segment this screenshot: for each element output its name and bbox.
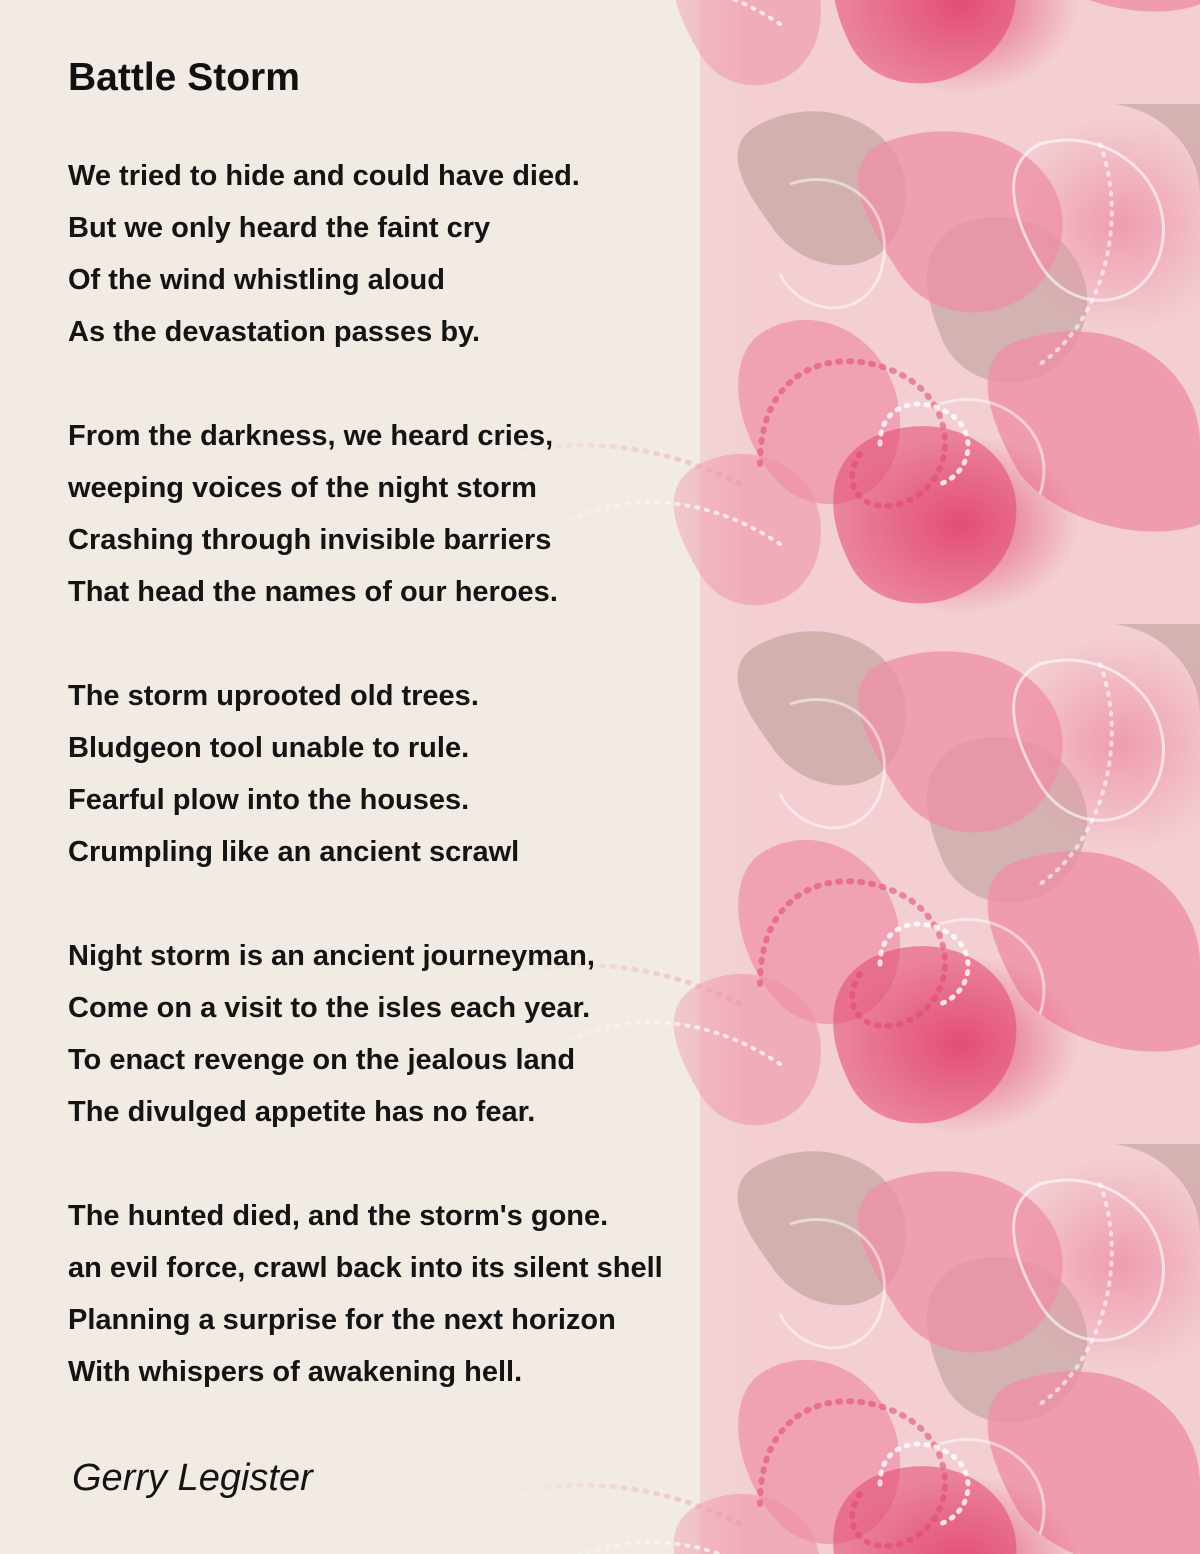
poem-line: Come on a visit to the isles each year. [68, 992, 591, 1024]
poem-line: The divulged appetite has no fear. [68, 1096, 536, 1128]
poem-line: Crashing through invisible barriers [68, 524, 552, 556]
poem-line: The hunted died, and the storm's gone. [68, 1200, 609, 1232]
stanza [68, 930, 595, 1138]
poem-line: From the darkness, we heard cries, [68, 420, 554, 452]
poem-line: weeping voices of the night storm [68, 472, 537, 504]
poem-line: Night storm is an ancient journeyman, [68, 940, 595, 972]
poem-line: With whispers of awakening hell. [68, 1356, 523, 1388]
poem-line: an evil force, crawl back into its silent shell [68, 1252, 663, 1284]
stanza [68, 150, 580, 358]
poem-line: As the devastation passes by. [68, 316, 481, 348]
stanza [68, 1190, 663, 1398]
poem-line: The storm uprooted old trees. [68, 680, 479, 712]
poem-line: But we only heard the faint cry [68, 212, 491, 244]
poem-line: Fearful plow into the houses. [68, 784, 470, 816]
poem-line: To enact revenge on the jealous land [68, 1044, 576, 1076]
poem-line: That head the names of our heroes. [68, 576, 558, 608]
stanza [68, 410, 558, 618]
poem-line: Of the wind whistling aloud [68, 264, 445, 296]
poem-line: Planning a surprise for the next horizon [68, 1304, 616, 1336]
poem-line: Crumpling like an ancient scrawl [68, 836, 520, 868]
poem-line: Bludgeon tool unable to rule. [68, 732, 470, 764]
stanza [68, 670, 519, 878]
poem-author: Gerry Legister [72, 1457, 313, 1499]
poem-title: Battle Storm [68, 56, 300, 99]
poem-line: We tried to hide and could have died. [68, 160, 580, 192]
